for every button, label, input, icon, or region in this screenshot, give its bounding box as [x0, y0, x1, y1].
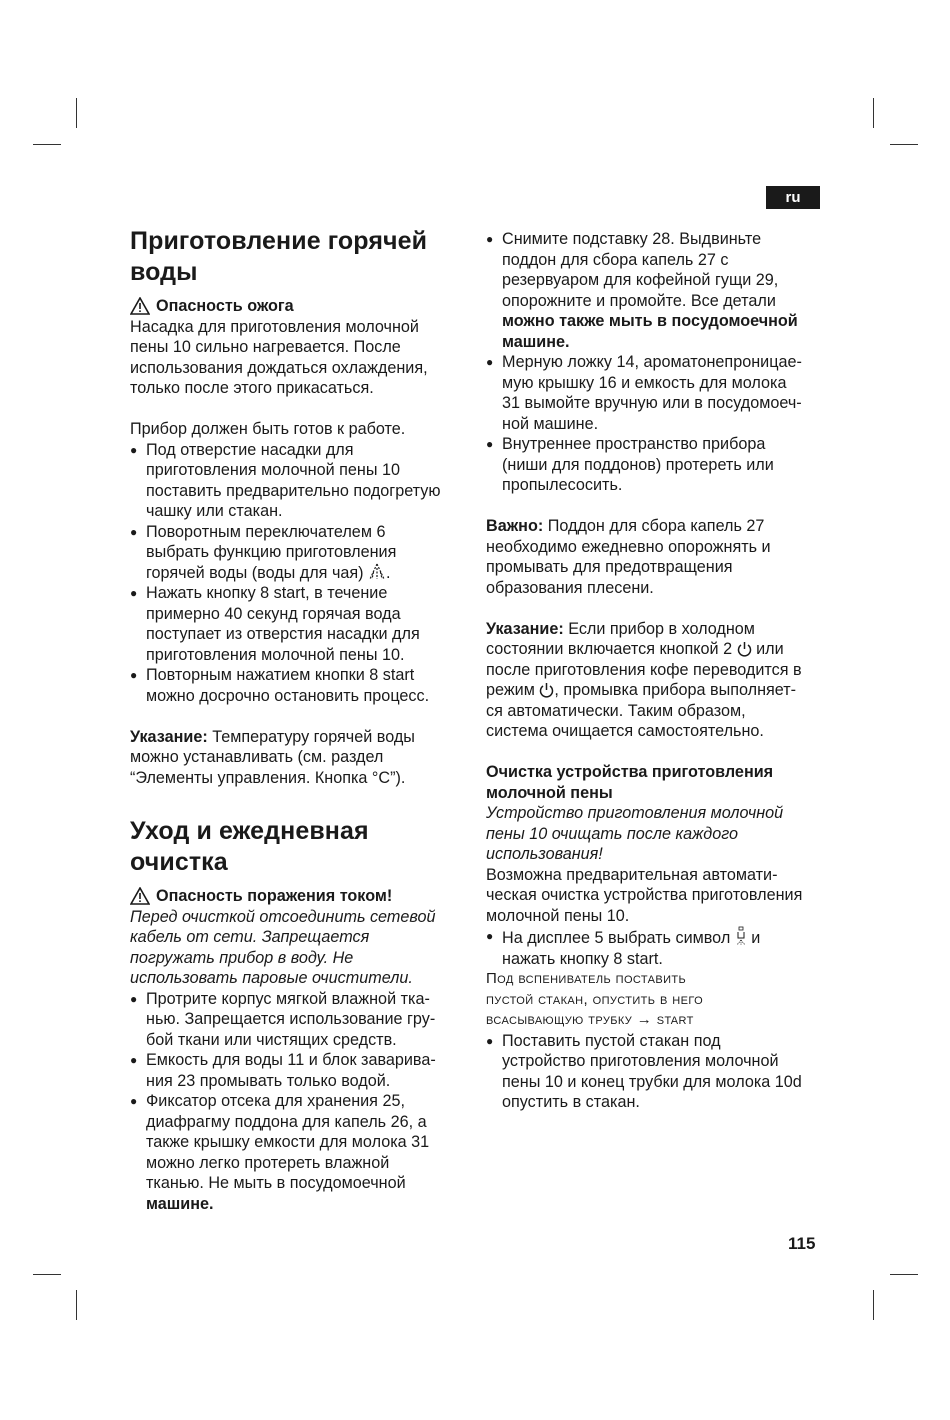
text-line: Возможна предварительная автомати-: [486, 865, 778, 884]
text-line: Фиксатор отсека для хранения 25,: [146, 1092, 405, 1110]
text-line: поддон для сбора капель 27 с: [502, 250, 729, 269]
crop-mark: [33, 1274, 61, 1275]
text-line: режим: [486, 681, 535, 699]
crop-mark: [33, 144, 61, 145]
heading-line: воды: [130, 258, 198, 286]
text-line: Емкость для воды 11 и блок заварива-: [146, 1051, 436, 1069]
shock-warning-text: [130, 907, 470, 989]
text-line: кабель от сети. Запрещается: [130, 928, 370, 946]
text-line: Повторным нажатием кнопки 8 start: [146, 666, 415, 684]
text-line: резервуаром для кофейной гущи 29,: [502, 271, 779, 289]
power-icon: [737, 641, 752, 657]
milk-system-heading: [486, 762, 826, 803]
text-line: молочной пены 10.: [486, 906, 630, 925]
list-item: [486, 434, 826, 496]
list-item: ● Поворотным переключателем 6 выбрать функцию приготовления горячей воды (воды для чая) .: [130, 522, 470, 584]
left-column: [130, 226, 470, 1214]
text-line: горячей воды (воды для чая): [146, 563, 364, 582]
text-line: можно досрочно остановить процесс.: [146, 686, 430, 705]
text-line: молочной пены: [486, 783, 613, 802]
text-line: Мерную ложку 14, ароматонепроницае-: [502, 353, 802, 371]
text-line: использовать паровые очистители.: [130, 969, 413, 987]
text-line: Поворотным переключателем 6: [146, 522, 386, 541]
section-heading-care: [130, 816, 470, 878]
text-line: Поддон для сбора капель 27: [543, 517, 765, 535]
hot-water-steps: [130, 440, 470, 707]
text-line: пены 10 очищать после каждого: [486, 824, 739, 843]
text-line: образования плесени.: [486, 578, 654, 597]
crop-mark: [76, 98, 77, 128]
text-line: Очистка устройства приготовления: [486, 763, 774, 781]
heading-line: очистка: [130, 848, 228, 876]
text-line: опорожните и промойте. Все детали: [502, 291, 776, 310]
text-line: поставить предварительно подогретую: [146, 481, 441, 500]
text-line: 31 вымойте вручную или в посудомоеч-: [502, 394, 802, 412]
cleaning-steps: [486, 229, 826, 496]
rinse-note: [486, 619, 826, 742]
text-line: также крышку емкости для молока 31: [146, 1133, 430, 1151]
text-line: приготовления молочной пены 10: [146, 461, 400, 479]
text-line: приготовления молочной пены 10.: [146, 645, 405, 664]
important-note: [486, 516, 826, 598]
text-line: Внутреннее пространство прибора: [502, 435, 766, 453]
power-icon: [539, 682, 554, 698]
milk-clean-final-step: [486, 1031, 826, 1113]
text-line: Поставить пустой стакан под: [502, 1031, 721, 1050]
text-line: нажать кнопку 8 start.: [502, 949, 663, 968]
right-column: [486, 229, 826, 1113]
note-label: Указание:: [486, 619, 564, 638]
list-item: [130, 665, 470, 706]
heading-line: Приготовление горячей: [130, 227, 428, 255]
text-line: пустой стакан, опустить в него: [486, 990, 704, 1008]
text-line: пропылесосить.: [502, 476, 623, 494]
text-line: , промывка прибора выполняет-: [554, 681, 797, 699]
burn-warning-text: [130, 317, 470, 399]
text-line: после приготовления кофе переводится в: [486, 660, 802, 679]
shock-warning-title: [130, 886, 470, 907]
text-line: выбрать функцию приготовления: [146, 543, 397, 561]
milk-system-italic-note: [486, 803, 826, 865]
text-line: Температуру горячей воды: [207, 727, 415, 746]
text-line: пены 10 сильно нагревается. После: [130, 338, 401, 356]
text-line: Устройство приготовления молочной: [486, 804, 784, 822]
section-heading-hot-water: [130, 226, 470, 288]
temperature-note: [130, 727, 470, 789]
text-line: машине.: [146, 1194, 214, 1213]
text-line: Перед очисткой отсоединить сетевой: [130, 907, 436, 926]
text-line: опустить в стакан.: [502, 1093, 640, 1111]
list-item: [486, 1031, 826, 1113]
auto-clean-text: [486, 865, 826, 927]
hot-water-icon: [368, 563, 386, 581]
text-line: Под отверстие насадки для: [146, 440, 354, 459]
text-line: необходимо ежедневно опорожнять и: [486, 537, 771, 556]
warning-title-text: Опасность ожога: [156, 297, 294, 315]
list-item: [486, 352, 826, 434]
crop-mark: [76, 1290, 77, 1320]
ready-text: Прибор должен быть готов к работе.: [130, 420, 406, 438]
text-line: устройство приготовления молочной: [502, 1052, 779, 1070]
text-line: только после этого прикасаться.: [130, 379, 374, 397]
text-line: или: [751, 640, 784, 658]
text-line: машине.: [502, 332, 570, 351]
text-line: Насадка для приготовления молочной: [130, 317, 419, 336]
list-item: [130, 440, 470, 522]
list-item: [486, 926, 826, 969]
text-line: можно устанавливать (см. раздел: [130, 748, 384, 766]
burn-warning-title: [130, 296, 470, 317]
note-label: Указание:: [130, 727, 208, 746]
text-line: ся автоматически. Таким образом,: [486, 701, 746, 720]
crop-mark: [890, 1274, 918, 1275]
text-line: состоянии включается кнопкой 2: [486, 640, 733, 658]
text-line: поступает из отверстия насадки для: [146, 625, 420, 643]
warning-triangle-icon: [130, 297, 150, 315]
list-item: [130, 1091, 470, 1214]
text-line: и: [751, 929, 761, 947]
text-line: Под вспениватель поставить: [486, 970, 687, 987]
text-line: Если прибор в холодном: [563, 619, 755, 638]
text-line: “Элементы управления. Кнопка °C”).: [130, 768, 406, 787]
text-line: использования дождаться охлаждения,: [130, 358, 428, 377]
important-label: Важно:: [486, 517, 544, 535]
text-line: тканью. Не мыть в посудомоечной: [146, 1174, 406, 1192]
text-line: диафрагму поддона для капель 26, а: [146, 1112, 427, 1131]
text-line: Протрите корпус мягкой влажной тка-: [146, 989, 430, 1008]
text-line: использования!: [486, 845, 603, 863]
crop-mark: [873, 1290, 874, 1320]
milk-clean-steps: [486, 926, 826, 969]
page-number: 115: [788, 1234, 816, 1253]
text-line: можно также мыть в посудомоечной: [502, 312, 798, 330]
text-line: можно легко протереть влажной: [146, 1153, 390, 1172]
text-line: промывать для предотвращения: [486, 558, 733, 576]
list-item: [486, 229, 826, 352]
display-text: [486, 969, 826, 1031]
warning-title-text: Опасность поражения током!: [156, 887, 393, 905]
text-line: мую крышку 16 и емкость для молока: [502, 373, 787, 392]
text-line: пены 10 и конец трубки для молока 10d: [502, 1072, 802, 1091]
crop-mark: [873, 98, 874, 128]
care-steps: [130, 989, 470, 1215]
milk-clean-symbol-icon: [735, 926, 747, 946]
text-line: система очищается самостоятельно.: [486, 722, 764, 740]
heading-line: Уход и ежедневная: [130, 817, 369, 845]
list-item: [130, 1050, 470, 1091]
text-line: Нажать кнопку 8 start, в течение: [146, 584, 388, 602]
text-line: чашку или стакан.: [146, 502, 283, 520]
language-tab: ru: [766, 186, 820, 209]
list-item: [130, 989, 470, 1051]
text-line: примерно 40 секунд горячая вода: [146, 604, 401, 623]
list-item: [130, 583, 470, 665]
text-line: бой ткани или чистящих средств.: [146, 1030, 397, 1049]
text-line: ния 23 промывать только водой.: [146, 1071, 391, 1090]
text-line: ческая очистка устройства приготовления: [486, 886, 803, 904]
text-line: Снимите подставку 28. Выдвиньте: [502, 230, 762, 248]
crop-mark: [890, 144, 918, 145]
text-line: (ниши для поддонов) протереть или: [502, 455, 774, 474]
text-line: всасывающую трубку → start: [486, 1011, 694, 1028]
text-line: На дисплее 5 выбрать символ: [502, 929, 731, 947]
text-line: погружать прибор в воду. Не: [130, 948, 354, 967]
warning-triangle-icon: [130, 887, 150, 905]
text-line: ной машине.: [502, 414, 599, 433]
text-line: нью. Запрещается использование гру-: [146, 1010, 436, 1028]
